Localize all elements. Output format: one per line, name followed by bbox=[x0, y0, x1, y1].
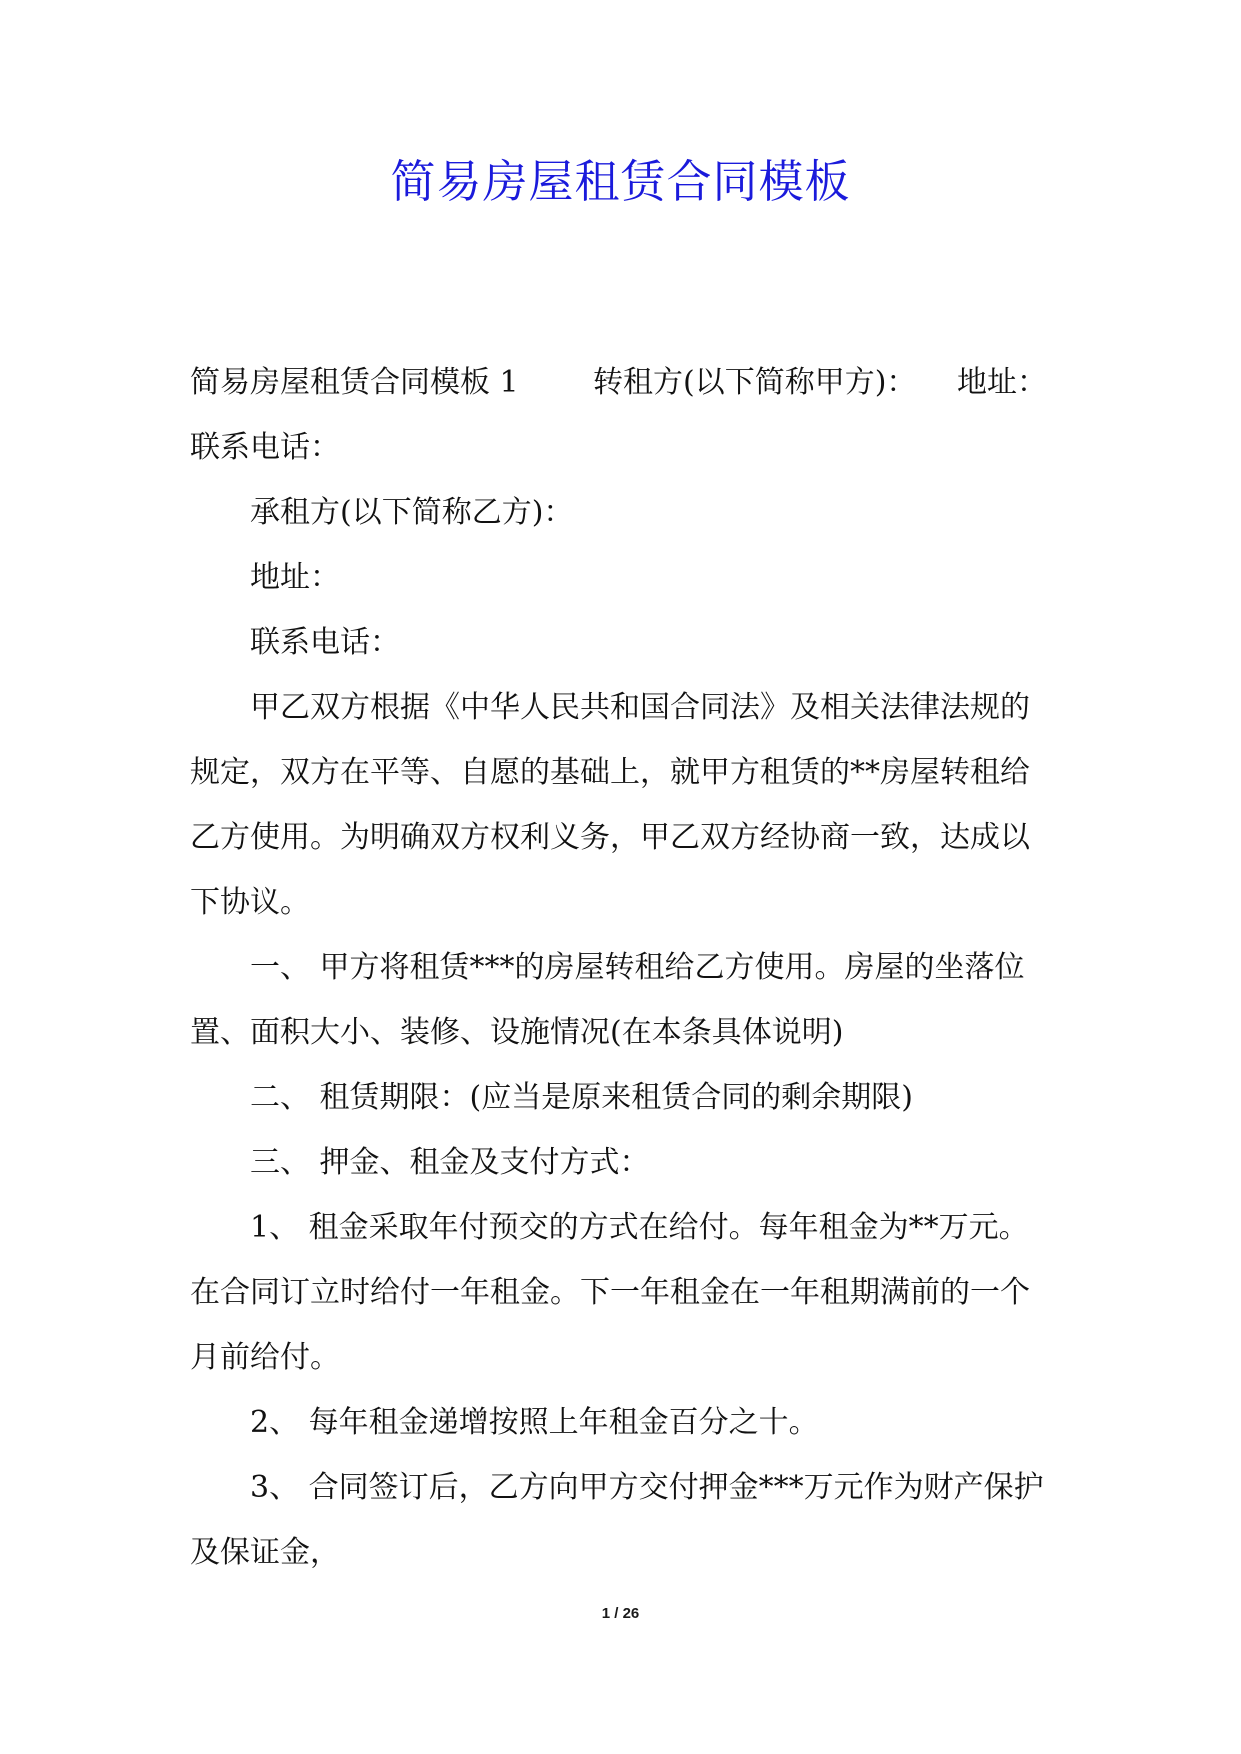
paragraph-phone-a: 联系电话： bbox=[190, 430, 340, 465]
clause-three-item-3: 3、 合同签订后，乙方向甲方交付押金***万元作为财产保护及保证金， bbox=[190, 1470, 1044, 1570]
address-label: 地址： bbox=[957, 365, 1047, 400]
document-title: 简易房屋租赁合同模板 bbox=[390, 155, 851, 208]
paragraph-address-b: 地址： bbox=[250, 560, 340, 595]
document-body bbox=[190, 350, 1058, 1585]
clause-three-item-1: 1、 租金采取年付预交的方式在给付。每年租金为**万元。在合同订立时给付一年租金。下一年租金在一年租期满前的一个月前给付。 bbox=[190, 1210, 1030, 1375]
clause-two: 二、 租赁期限：(应当是原来租赁合同的剩余期限) bbox=[250, 1080, 913, 1115]
clause-three-item-2: 2、 每年租金递增按照上年租金百分之十。 bbox=[250, 1405, 819, 1440]
page-number: 1 / 26 bbox=[601, 1605, 640, 1622]
contract-heading: 简易房屋租赁合同模板 1 bbox=[190, 365, 519, 400]
clause-one: 一、 甲方将租赁***的房屋转租给乙方使用。房屋的坐落位置、面积大小、装修、设施情况(在本条具体说明) bbox=[190, 950, 1025, 1050]
contract-header-line bbox=[190, 350, 1058, 415]
clause-three: 三、 押金、租金及支付方式： bbox=[250, 1145, 650, 1180]
sublessor-label: 转租方(以下简称甲方)： bbox=[593, 365, 917, 400]
paragraph-phone-b: 联系电话： bbox=[250, 625, 400, 660]
paragraph-lessee: 承租方(以下简称乙方)： bbox=[250, 495, 574, 530]
paragraph-preamble: 甲乙双方根据《中华人民共和国合同法》及相关法律法规的规定，双方在平等、自愿的基础上，就甲方租赁的**房屋转租给乙方使用。为明确双方权利义务，甲乙双方经协商一致，达成以下协议。 bbox=[190, 690, 1030, 920]
